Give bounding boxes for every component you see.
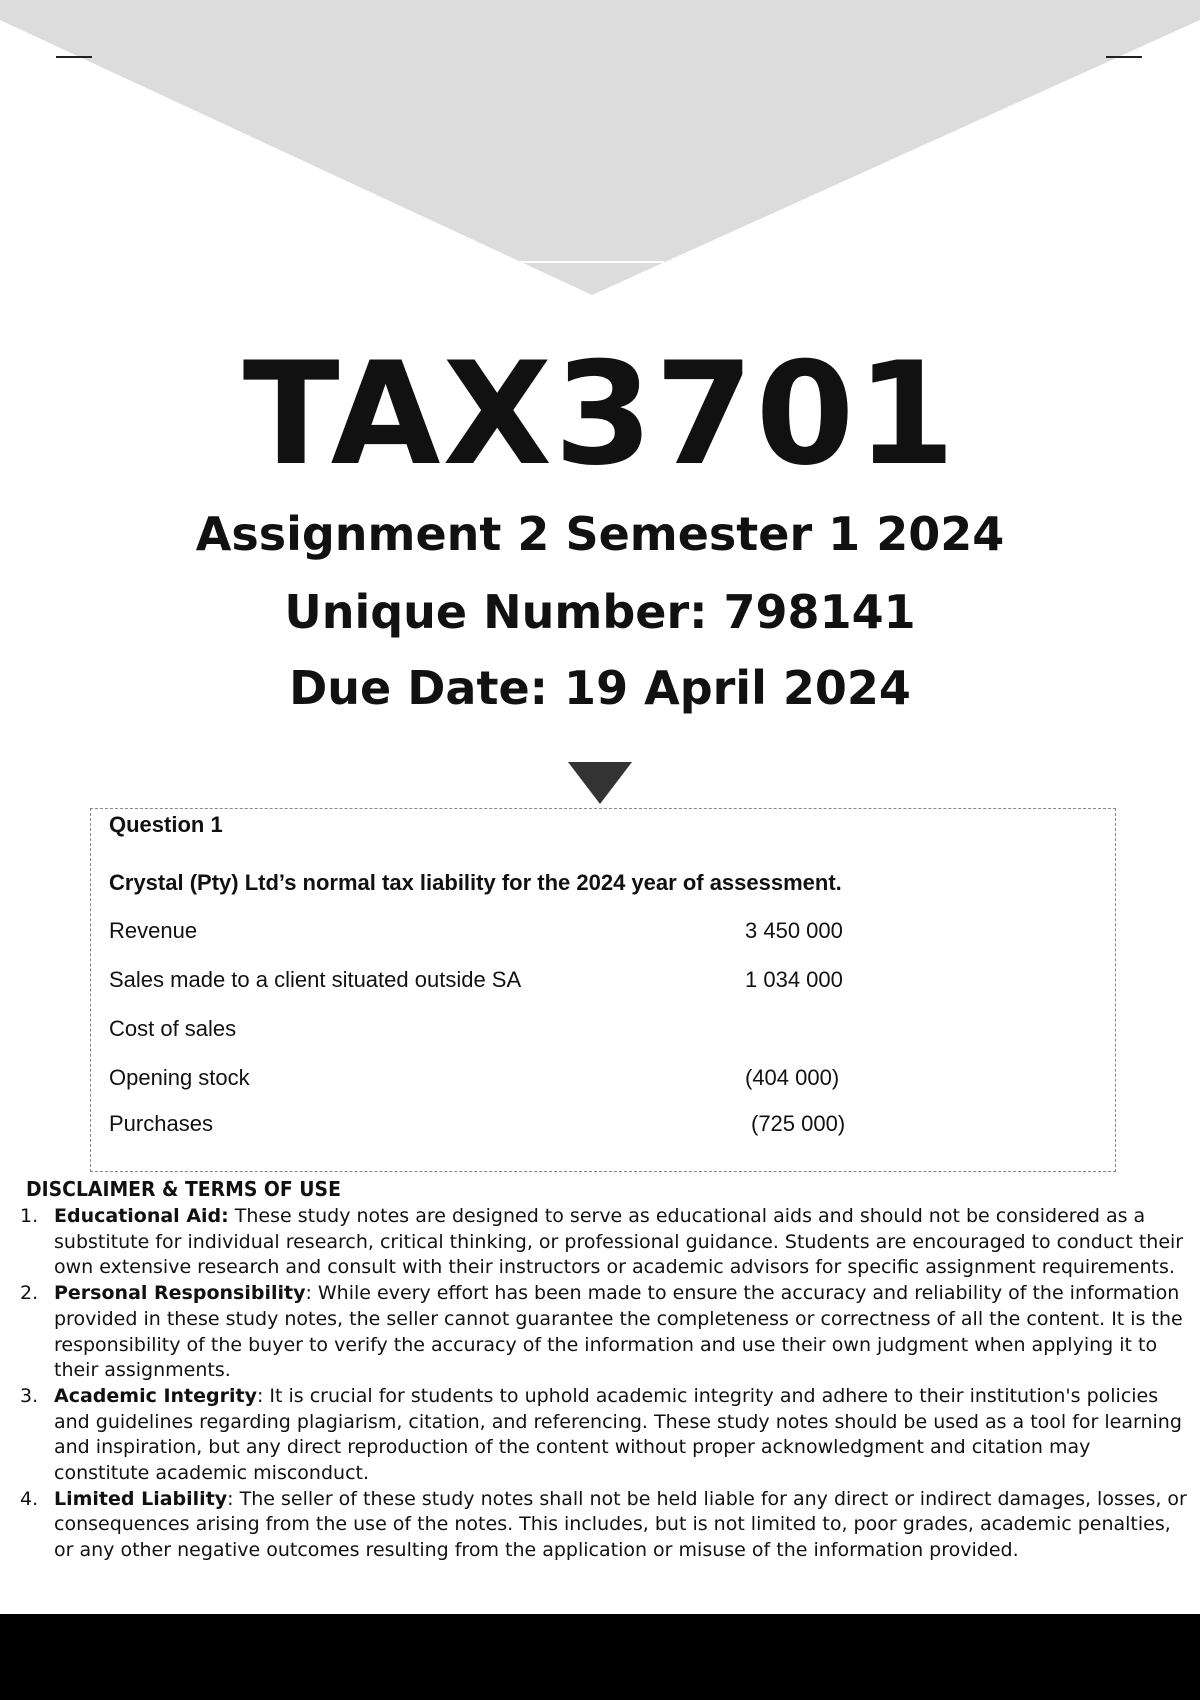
item-number: 3. <box>20 1384 39 1407</box>
item-term: Limited Liability <box>54 1487 228 1510</box>
list-item <box>0 1487 1190 1564</box>
course-code: TAX3701 <box>242 332 958 497</box>
item-term: Personal Responsibility <box>54 1282 306 1305</box>
header-chevron-banner <box>0 0 1200 300</box>
item-text: : While every effort has been made to ensure the accuracy and reliability of the information provided in these study notes, the seller cannot guarantee the completeness or correctness of all the content. It is the responsibility of the buyer to verify the accuracy of the information and use their own judgment when applying it to their assignments. <box>54 1282 1183 1382</box>
item-number: 1. <box>20 1205 39 1227</box>
question-heading: Crystal (Pty) Ltd’s normal tax liability for the 2024 year of assessment. <box>109 870 842 895</box>
row-label: Purchases <box>109 1111 213 1136</box>
list-item <box>0 1204 1190 1281</box>
item-term: Academic Integrity <box>54 1384 257 1407</box>
assignment-title: Assignment 2 Semester 1 2024 <box>195 507 1005 561</box>
row-label: Opening stock <box>109 1065 250 1090</box>
due-date: Due Date: 19 April 2024 <box>289 661 911 715</box>
unique-number: Unique Number: 798141 <box>284 585 916 639</box>
disclaimer-list <box>0 1204 1190 1564</box>
item-term: Educational Aid: <box>54 1205 229 1227</box>
row-value: (404 000) <box>745 1065 840 1090</box>
row-label: Revenue <box>109 918 198 943</box>
row-value: 1 034 000 <box>745 967 843 992</box>
top-left-rule <box>56 56 92 58</box>
item-text: : The seller of these study notes shall not be held liable for any direct or indirect damages, losses, or consequences arising from the use of the notes. This includes, but is not limited to, poor grades, academic penalties, or any other negative outcomes resulting from the application or misuse of the information provided. <box>54 1487 1187 1562</box>
row-value: 3 450 000 <box>745 918 843 943</box>
footer-bar <box>0 1614 1200 1700</box>
list-item <box>0 1384 1190 1487</box>
item-text: These study notes are designed to serve as educational aids and should not be considered as a substitute for individual research, critical thinking, or professional guidance. Students are encouraged to conduct their own extensive research and consult with their instructors or academic advisors for specific assignment requirements. <box>54 1205 1184 1279</box>
disclaimer-title: DISCLAIMER & TERMS OF USE <box>26 1177 341 1201</box>
question-title: Question 1 <box>109 812 223 837</box>
item-text: : It is crucial for students to uphold academic integrity and adhere to their institution's policies and guidelines regarding plagiarism, citation, and referencing. These study notes should be used as a tool for learning and inspiration, but any direct reproduction of the content without proper acknowledgment and citation may constitute academic misconduct. <box>54 1384 1182 1485</box>
top-right-rule <box>1106 56 1142 58</box>
row-value: (725 000) <box>751 1111 846 1136</box>
question-box <box>90 808 1116 1172</box>
item-number: 2. <box>20 1282 39 1305</box>
item-number: 4. <box>20 1487 39 1510</box>
row-label: Sales made to a client situated outside SA <box>109 967 522 992</box>
down-arrow-icon <box>568 762 632 804</box>
list-item <box>0 1281 1190 1384</box>
row-label: Cost of sales <box>109 1016 237 1041</box>
